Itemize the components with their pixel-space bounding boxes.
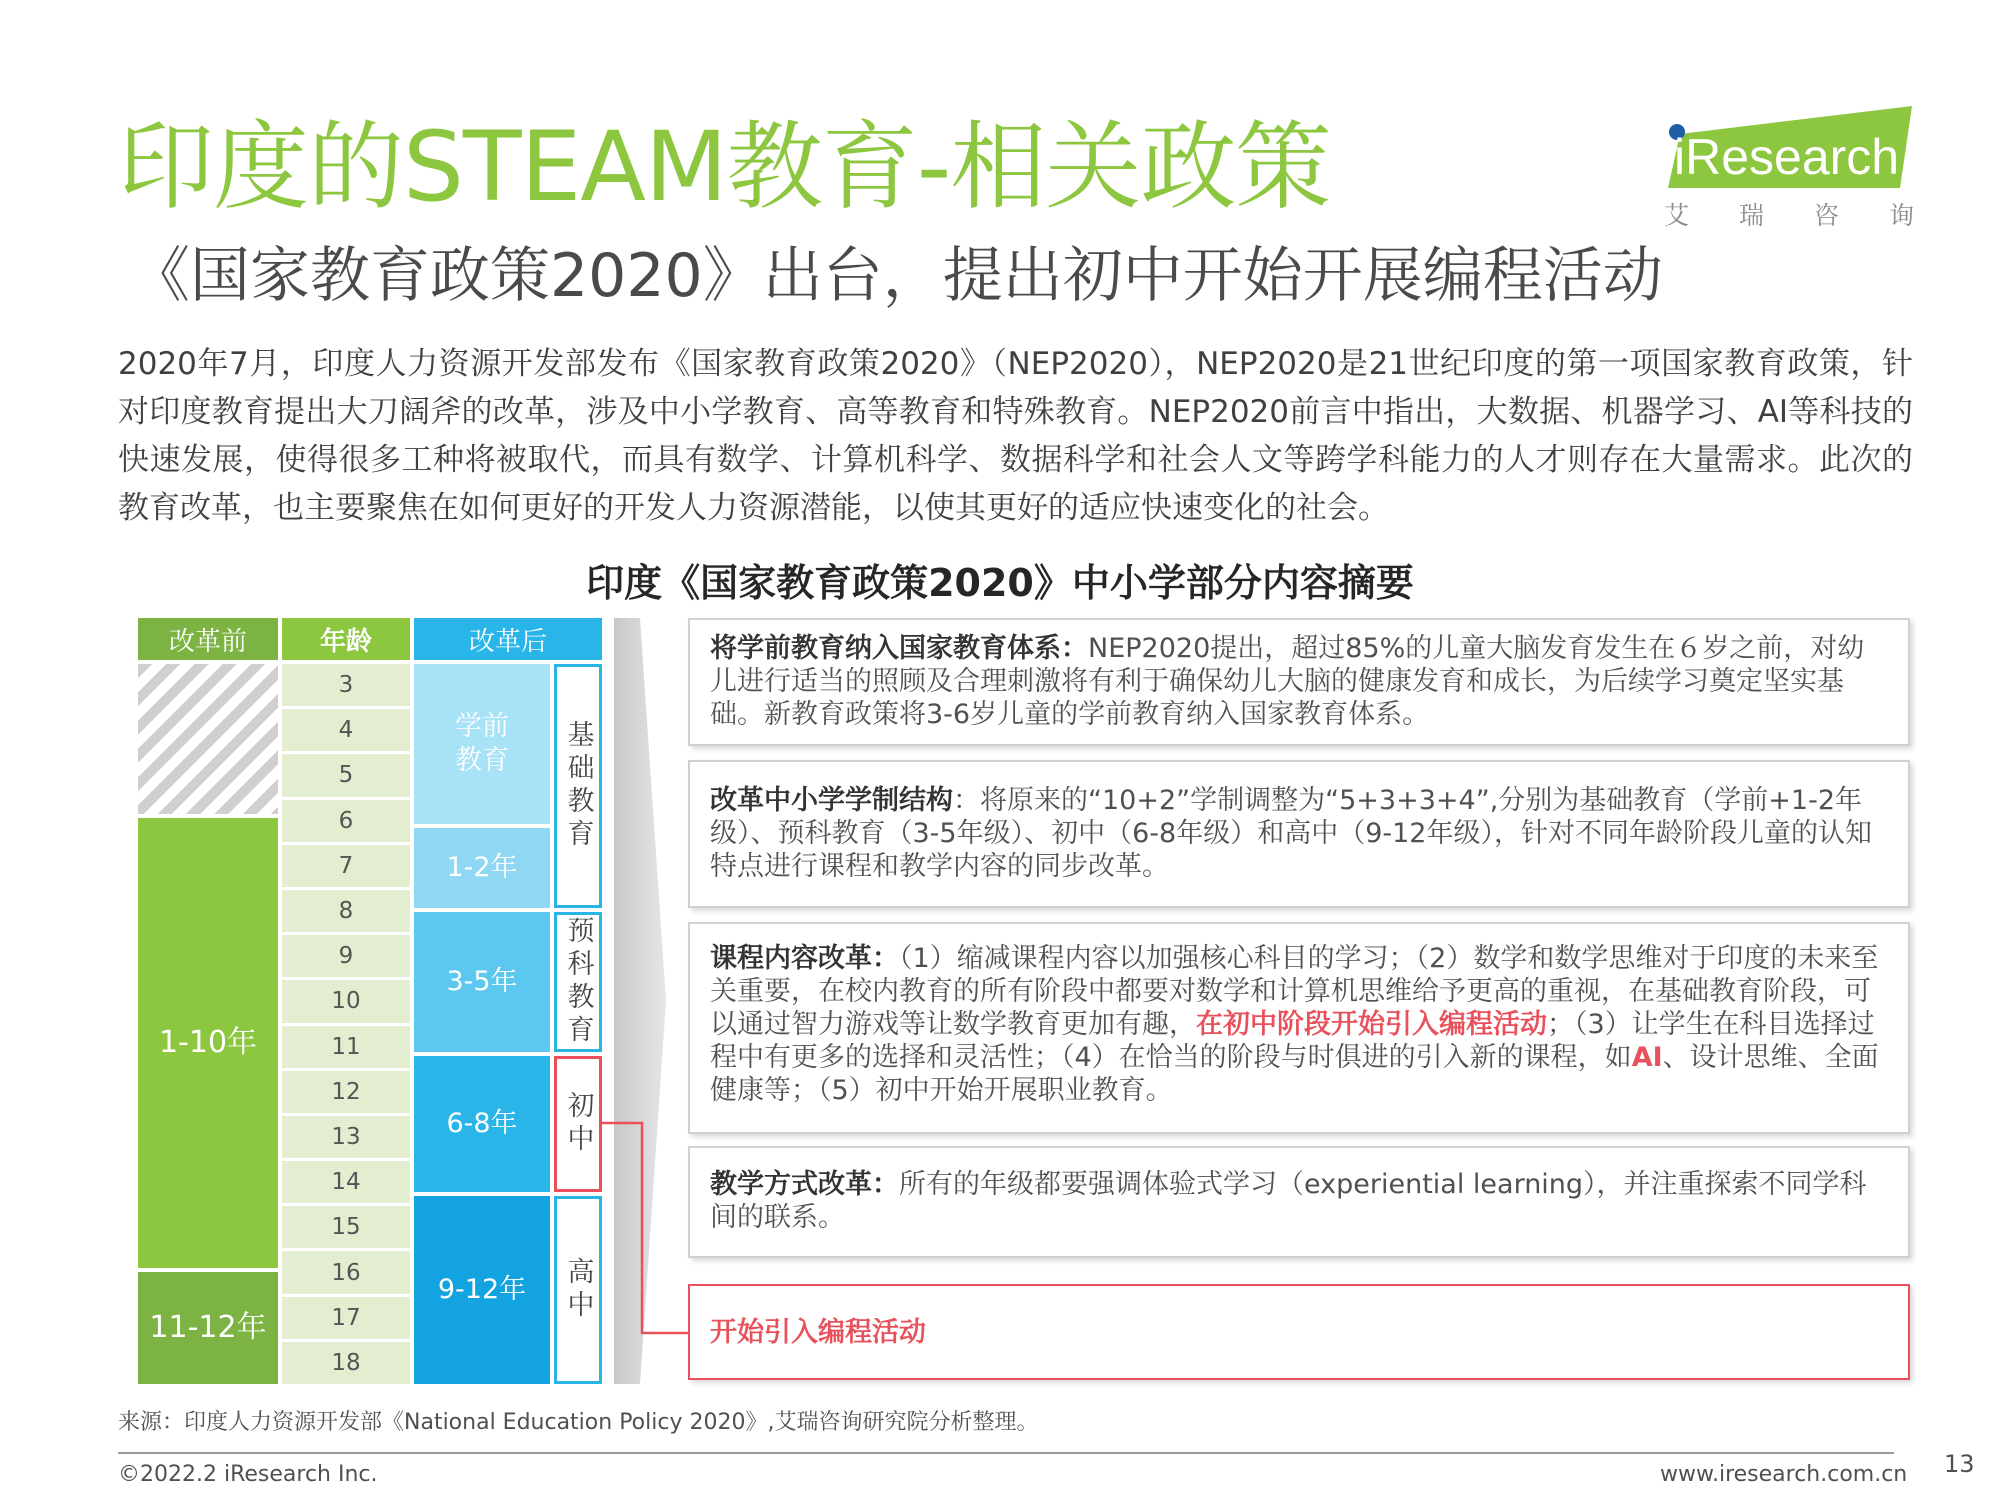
page-title: 印度的STEAM教育-相关政策 xyxy=(118,111,1331,223)
page-subtitle: 《国家教育政策2020》出台，提出初中开始开展编程活动 xyxy=(130,241,1663,311)
highlight-ai: AI xyxy=(1631,1042,1663,1073)
header-before-reform: 改革前 xyxy=(138,618,278,660)
before-1-10: 1-10年 xyxy=(138,818,278,1268)
age-cell: 4 xyxy=(282,709,410,751)
section-title: 印度《国家教育政策2020》中小学部分内容摘要 xyxy=(586,561,1414,605)
header-after-reform: 改革后 xyxy=(414,618,602,660)
website-url: www.iresearch.com.cn xyxy=(1660,1462,1908,1487)
iresearch-logo xyxy=(1660,104,1912,190)
after-grade-9-12: 9-12年 xyxy=(414,1196,550,1384)
page-number: 13 xyxy=(1944,1450,1975,1478)
age-cell: 14 xyxy=(282,1161,410,1203)
age-cell: 6 xyxy=(282,800,410,842)
connector-line xyxy=(600,1110,690,1346)
after-grade-6-8: 6-8年 xyxy=(414,1056,550,1192)
card-school-structure: 改革中小学学制结构：将原来的“10+2”学制调整为“5+3+3+4”,分别为基础教育（学前+1-2年级）、预科教育（3-5年级）、初中（6-8年级）和高中（9-12年级），针对不同年龄阶段儿童的认知特点进行课程和教学内容的同步改革。 xyxy=(688,760,1910,908)
age-cell: 3 xyxy=(282,664,410,706)
age-cell: 10 xyxy=(282,980,410,1022)
before-11-12: 11-12年 xyxy=(138,1272,278,1384)
age-cell: 17 xyxy=(282,1297,410,1339)
age-cell: 18 xyxy=(282,1342,410,1384)
card-curriculum-reform: 课程内容改革：（1）缩减课程内容以加强核心科目的学习；（2）数学和数学思维对于印度的未来至关重要，在校内教育的所有阶段中都要对数学和计算机思维给予更高的重视，在基础教育阶段，可以通过智力游戏等让数学教育更加有趣，在初中阶段开始引入编程活动；（3）让学生在科目选择过程中有更多的选择和灵活性；（4）在恰当的阶段与时俱进的引入新的课程，如AI、设计思维、全面健康等；（5）初中开始开展职业教育。 xyxy=(688,922,1910,1134)
footer-divider xyxy=(118,1452,1894,1454)
age-cell: 9 xyxy=(282,935,410,977)
age-cell: 13 xyxy=(282,1116,410,1158)
phase-foundation: 基础教育 xyxy=(554,664,602,908)
phase-high: 高中 xyxy=(554,1196,602,1384)
age-cell: 15 xyxy=(282,1206,410,1248)
logo-text: iResearch xyxy=(1674,129,1900,185)
age-cell: 16 xyxy=(282,1251,410,1293)
age-cell: 7 xyxy=(282,845,410,887)
hatched-no-school xyxy=(138,664,278,814)
age-cell: 5 xyxy=(282,754,410,796)
card-callout-coding: 开始引入编程活动 xyxy=(688,1284,1910,1380)
source-note: 来源：印度人力资源开发部《National Education Policy 2020》,艾瑞咨询研究院分析整理。 xyxy=(118,1410,1039,1435)
header-age: 年龄 xyxy=(282,618,410,660)
age-cell: 8 xyxy=(282,890,410,932)
age-cell: 12 xyxy=(282,1071,410,1113)
after-grade-3-5: 3-5年 xyxy=(414,912,550,1052)
copyright: ©2022.2 iResearch Inc. xyxy=(118,1462,378,1487)
phase-middle: 初中 xyxy=(554,1056,602,1192)
logo-tagline: 艾 瑞 咨 询 xyxy=(1664,201,1914,230)
card-teaching-method: 教学方式改革：所有的年级都要强调体验式学习（experiential learning），并注重探索不同学科间的联系。 xyxy=(688,1146,1910,1258)
card-preschool-integration: 将学前教育纳入国家教育体系：NEP2020提出，超过85%的儿童大脑发育发生在６岁之前，对幼儿进行适当的照顾及合理刺激将有利于确保幼儿大脑的健康发育和成长，为后续学习奠定坚实基础。新教育政策将3-6岁儿童的学前教育纳入国家教育体系。 xyxy=(688,618,1910,746)
age-cell: 11 xyxy=(282,1026,410,1068)
highlight-coding: 在初中阶段开始引入编程活动 xyxy=(1196,1009,1547,1040)
after-preschool: 学前教育 xyxy=(414,664,550,824)
age-column xyxy=(282,664,410,1384)
phase-preparatory: 预科教育 xyxy=(554,912,602,1052)
after-grade-1-2: 1-2年 xyxy=(414,828,550,908)
intro-paragraph: 2020年7月，印度人力资源开发部发布《国家教育政策2020》（NEP2020），NEP2020是21世纪印度的第一项国家教育政策，针对印度教育提出大刀阔斧的改革，涉及中小学教育、高等教育和特殊教育。NEP2020前言中指出，大数据、机器学习、AI等科技的快速发展，使得很多工种将被取代，而具有数学、计算机科学、数据科学和社会人文等跨学科能力的人才则存在大量需求。此次的教育改革，也主要聚焦在如何更好的开发人力资源潜能，以使其更好的适应快速变化的社会。 xyxy=(118,346,1913,526)
